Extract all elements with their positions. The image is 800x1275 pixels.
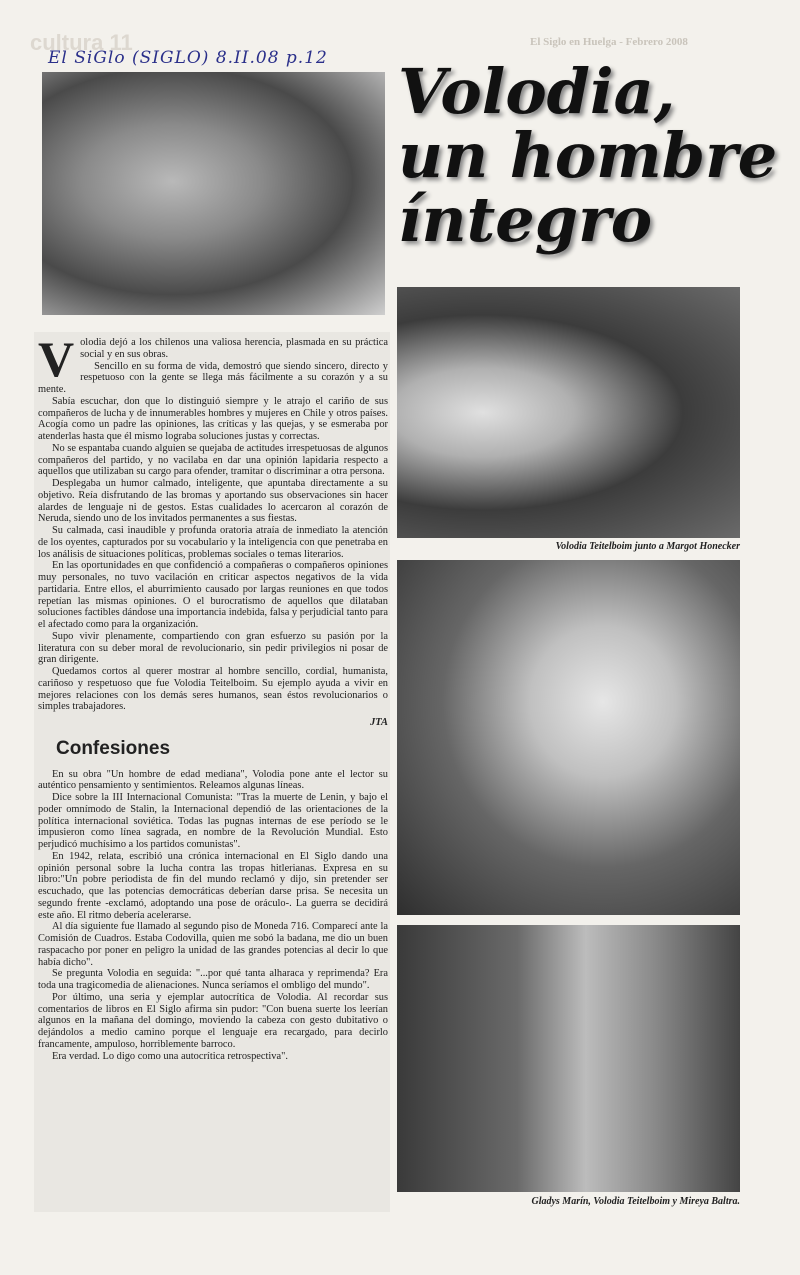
section-header-faint: cultura 11 xyxy=(30,30,133,55)
paragraph: Quedamos cortos al querer mostrar al hombre sencillo, cordial, humanista, cariñoso y respetuoso que fue Volodia Teitelboim. Su ejemplo ayuda a vivir en mejores relaciones con los demás seres humanos, sean éstos revolucionarios o simples trabajadores. xyxy=(38,666,388,713)
handwritten-source-note: El SiGlo (SIGLO) 8.II.08 p.12 xyxy=(48,48,328,68)
paragraph: Desplegaba un humor calmado, inteligente, que apuntaba directamente a su objetivo. Reía disfrutando de las bromas y aportando sus observaciones sin hacer alardes de lenguaje ni de gestos. Estas cualidades lo acercaron al corazón de Neruda, siendo uno de los invitados permanentes a sus fiestas. xyxy=(38,478,388,525)
article-body xyxy=(38,331,388,1062)
photo-volodia-margot xyxy=(397,287,740,538)
photo-volodia-speaking xyxy=(397,560,740,915)
paragraph: Su calmada, casi inaudible y profunda oratoria atraía de inmediato la atención de los oyentes, capturados por su vocabulario y la inteligencia con que penetraba en los análisis de situaciones políticas, problemas sociales o temas literarios. xyxy=(38,525,388,560)
paragraph: En 1942, relata, escribió una crónica internacional en El Siglo dando una opinión personal sobre la lucha contra las tropas hitlerianas. Expresa en su libro:"Un pobre periodista de fin del mundo reclamó y dijo, sin pretender ser escuchado, que las potencias democráticas deberían darse prisa. Se necesita un segundo frente -exclamó, adoptando una pose de oráculo-. La guerra se decidirá este año. El ritmo debería acelerarse. xyxy=(38,850,388,921)
article-title xyxy=(398,55,798,256)
section-heading-confesiones: Confesiones xyxy=(56,737,171,759)
photo-group-walking xyxy=(397,925,740,1192)
photo-volodia-portrait xyxy=(42,72,385,315)
title-line: un hombre xyxy=(398,119,778,192)
photo-caption: Volodia Teitelboim junto a Margot Honecker xyxy=(555,541,740,552)
title-line: Volodia, xyxy=(398,55,676,128)
paragraph: Al día siguiente fue llamado al segundo piso de Moneda 716. Comparecí ante la Comisión de Cuadros. Estaba Codovilla, quien me sobó la badana, me dio un buen raspacacho por poner en peligro la unidad de las grandes potencias al decir lo que había dicho". xyxy=(38,921,388,968)
paragraph: En su obra "Un hombre de edad mediana", Volodia pone ante el lector su auténtico pensamiento y sentimientos. Releamos algunas líneas. xyxy=(38,768,388,792)
paragraph: En las oportunidades en que confidenció a compañeras o compañeros opiniones muy personales, no tuvo vacilación en criticar aspectos negativos de la vida partidaria. Entre ellos, el aburrimiento causado por largas reuniones en que todos repetían las mismas opiniones. O el burocratismo de aquellos que dilataban soluciones factibles dándose una importancia indebida, falsa y perjudicial tanto para el afectado como para la organización. xyxy=(38,560,388,630)
paragraph: Sabía escuchar, don que lo distinguió siempre y le atrajo el cariño de sus compañeros de lucha y de innumerables hombres y mujeres en Chile y otros países. Acogía como un padre las opiniones, las críticas y las quejas, y se esmeraba por atenderlas hasta que él mismo lograba soluciones justas y correctas. xyxy=(38,395,388,442)
paragraph: No se espantaba cuando alguien se quejaba de actitudes irrespetuosas de algunos compañeros del partido, y no vacilaba en dar una opinión lapidaria respecto a aquellos que utilizaban su cargo para ofender, tramitar o discriminar a otra persona. xyxy=(38,442,388,478)
drop-cap: V xyxy=(38,331,75,387)
paragraph: Supo vivir plenamente, compartiendo con gran esfuerzo su pasión por la literatura con su deber moral de revolucionario, sin pedir privilegios ni posar de gran dirigente. xyxy=(38,630,388,666)
paragraph: Sencillo en su forma de vida, demostró que siendo sincero, directo y respetuoso con la gente se llega más fácilmente a su corazón y a su mente. xyxy=(38,360,388,395)
paragraph: Por último, una seria y ejemplar autocrítica de Volodia. Al recordar sus comentarios de libros en El Siglo afirma sin pudor: "Con buena suerte los leerían algunos en la mañana del domingo, moviendo la cabeza con gesto dubitativo o dejándolos a medio camino porque el lenguaje era recargado, para decirlo francamente, ampuloso, horriblemente barroco. xyxy=(38,991,388,1050)
paragraph: Volodia dejó a los chilenos una valiosa herencia, plasmada en su práctica social y en sus obras. xyxy=(38,331,388,387)
photo-caption: Gladys Marín, Volodia Teitelboim y Mireya Baltra. xyxy=(531,1196,740,1207)
bleed-through-header: El Siglo en Huelga - Febrero 2008 xyxy=(530,36,688,48)
title-line: íntegro xyxy=(398,183,653,256)
paragraph: Dice sobre la III Internacional Comunista: "Tras la muerte de Lenin, y bajo el poder omnímodo de Stalin, la Internacional dependió de las orientaciones de la política internacional soviética. Todas las pugnas internas de ese período se le impusieron como línea sagrada, en nombre de la Revolución Mundial. Esto perjudicó muchísimo a los partidos comunistas". xyxy=(38,792,388,850)
paragraph: Era verdad. Lo digo como una autocrítica retrospectiva". xyxy=(52,1050,288,1062)
author-signature: JTA xyxy=(370,717,388,728)
paragraph: Se pregunta Volodia en seguida: "...por qué tanta alharaca y reprimenda? Era toda una tragicomedia de alienaciones. Nunca seríamos el ombligo del mundo". xyxy=(38,968,388,991)
